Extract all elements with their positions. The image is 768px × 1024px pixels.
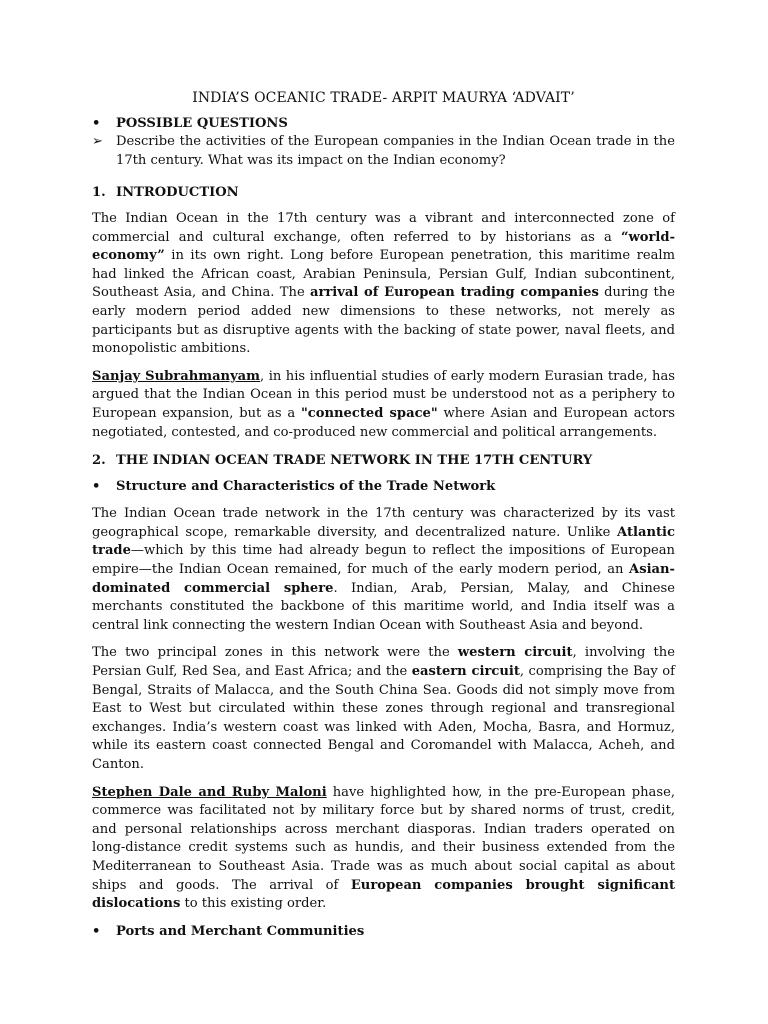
author-name: Stephen Dale and Ruby Maloni — [92, 784, 327, 800]
text-span: to this existing order. — [180, 896, 327, 912]
bullet-icon: • — [92, 923, 101, 939]
bold-term: European companies brought significant dislocations — [92, 877, 676, 912]
text-span: —which by this time had already begun to reflect the impositions of European empire—the Indian Ocean remained, for much of the early modern period, an — [92, 543, 675, 578]
document-page — [92, 80, 675, 941]
section-1-title: INTRODUCTION — [116, 185, 239, 201]
intro-paragraph-2 — [92, 368, 675, 442]
text-span: , in his influential studies of early modern Eurasian trade, has argued that the Indian Ocean in this period must be understood not as a periphery to European expansion, but as a — [92, 368, 675, 421]
document-title: INDIA’S OCEANIC TRADE- ARPIT MAURYA ‘ADVAIT’ — [192, 90, 575, 106]
section-2-title: THE INDIAN OCEAN TRADE NETWORK IN THE 17TH CENTURY — [116, 453, 593, 469]
text-span: The Indian Ocean in the 17th century was a vibrant and interconnected zone of commercial and cultural exchange, often referred to by historians as a — [92, 210, 675, 245]
section-1-heading — [92, 184, 675, 203]
section-2-heading — [92, 452, 675, 471]
text-span: . Indian, Arab, Persian, Malay, and Chinese merchants constituted the backbone of this maritime world, and India itself was a central link connecting the western Indian Ocean with Southeast Asia and beyond. — [92, 580, 675, 633]
bold-term: arrival of European trading companies — [310, 285, 599, 301]
bold-term: eastern circuit — [411, 664, 520, 680]
bullet-icon: • — [92, 115, 101, 131]
question-item — [92, 133, 675, 170]
subsection-structure — [92, 478, 675, 497]
bold-term: “world-economy” — [92, 229, 675, 264]
bold-term: Atlantic trade — [92, 524, 675, 559]
trade-network-paragraph-2 — [92, 644, 675, 774]
text-span: The Indian Ocean trade network in the 17th century was characterized by its vast geographical scope, remarkable diversity, and decentralized nature. Unlike — [92, 506, 675, 540]
bold-term: "connected space" — [300, 405, 438, 421]
trade-network-paragraph-3 — [92, 784, 675, 914]
text-span: , involving the Persian Gulf, Red Sea, and East Africa; and the — [92, 645, 675, 680]
section-1-number: 1. — [92, 185, 106, 201]
subsection-title: Structure and Characteristics of the Trade Network — [116, 478, 496, 494]
subsection-ports — [92, 923, 675, 942]
possible-questions-label: POSSIBLE QUESTIONS — [116, 115, 288, 131]
text-span: have highlighted how, in the pre-European phase, commerce was facilitated not by military force but by shared norms of trust, credit, and personal relationships across merchant diasporas. Indian traders operated on long-distance credit systems such as hundis, and their business extended from the Mediterranean to Southeast Asia. Trade was as much about social capital as about ships and goods. The arrival of — [92, 784, 675, 893]
arrow-bullet-icon: ➢ — [92, 134, 103, 150]
text-span: The two principal zones in this network were the — [92, 645, 458, 661]
bold-term: western circuit — [457, 645, 573, 661]
possible-questions-bullet — [92, 115, 675, 134]
text-span: where Asian and European actors negotiated, contested, and co-produced new commercial and political arrangements. — [92, 405, 675, 440]
intro-paragraph-1 — [92, 210, 675, 359]
bullet-icon: • — [92, 478, 101, 494]
bold-term: Asian-dominated commercial sphere — [92, 562, 675, 596]
section-2-number: 2. — [92, 453, 106, 469]
trade-network-paragraph-1 — [92, 505, 675, 635]
text-span: , comprising the Bay of Bengal, Straits of Malacca, and the South China Sea. Goods did not simply move from East to West but circulated within these zones through regional and transregional exchanges. India’s western coast was linked with Aden, Mocha, Basra, and Hormuz, while its eastern coast connected Bengal and Coromandel with Malacca, Acheh, and Canton. — [92, 664, 675, 772]
text-span: in its own right. Long before European penetration, this maritime realm had linked the African coast, Arabian Peninsula, Persian Gulf, Indian subcontinent, Southeast Asia, and China. The — [92, 248, 675, 301]
subsection-title: Ports and Merchant Communities — [116, 923, 365, 939]
author-name: Sanjay Subrahmanyam — [92, 368, 261, 384]
question-text: Describe the activities of the European companies in the Indian Ocean trade in the 17th century. What was its impact on the Indian economy? — [116, 134, 675, 168]
text-span: during the early modern period added new dimensions to these networks, not merely as participants but as disruptive agents with the backing of state power, naval fleets, and monopolistic ambitions. — [92, 285, 675, 357]
